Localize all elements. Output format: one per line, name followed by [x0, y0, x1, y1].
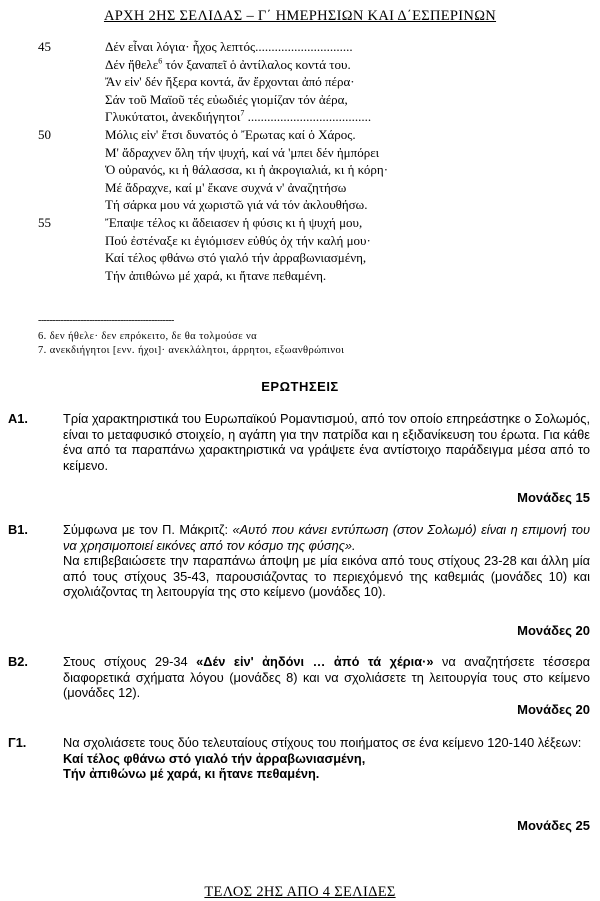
question-label: Γ1.: [8, 735, 27, 750]
line-text: [105, 196, 368, 214]
question-task: Να σχολιάσετε τους δύο τελευταίους στίχους του ποιήματος σε ένα κείμενο 120-140 λέξεων:: [63, 735, 582, 750]
line-text-part: Μ' ἄδραχνεν ὅλη τήν ψυχή, καί νά 'μπει δέν ἠμπόρει: [105, 144, 380, 160]
footnote-marker: 6: [158, 56, 163, 66]
line-text-part: Σάν τοῦ Μαϊοῦ τές εὐωδιές γιομίζαν τόν ἀέρα,: [105, 91, 348, 107]
poem-text: [38, 38, 578, 284]
question-pre: Στους στίχους 29-34: [63, 654, 197, 669]
marks-c1: Μονάδες 25: [517, 818, 590, 833]
poem-line: [38, 91, 578, 109]
poem-line: [38, 73, 578, 91]
line-text-part: Γλυκύτατοι, ἀνεκδιήγητοι: [105, 109, 241, 125]
question-post: να αναζητήσετε τέσσερα διαφορετικά σχήματα λόγου (μονάδες 8) και να σχολιάσετε τη λειτουργία τους στο κείμενο (μονάδες 12).: [63, 654, 590, 700]
marks-a1: Μονάδες 15: [517, 490, 590, 505]
line-text-part: Πού ἐστέναξε κι ἐγιόμισεν εὐθύς ὀχ τήν καλή μου·: [105, 232, 371, 248]
line-text-part: Μέ ἄδραχνε, καί μ' ἔκανε συχνά ν' ἀναζητήσω: [105, 179, 347, 195]
line-text: [105, 179, 346, 197]
line-text: [105, 267, 326, 285]
footnote-marker: 7: [240, 109, 245, 119]
poem-line: [38, 126, 578, 144]
question-quote: «Αυτό που κάνει εντύπωση (στον Σολωμό) είναι η επιμονή του να χρησιμοποιεί εικόνες από τον κόσμο της φύσης».: [63, 522, 590, 553]
line-text-part: Δέν εἶναι λόγια· ἦχος λεπτός..............................: [105, 39, 353, 54]
question-text: [63, 522, 590, 600]
poem-line: [38, 232, 578, 250]
page-footer: ΤΕΛΟΣ 2ΗΣ ΑΠΟ 4 ΣΕΛΙΔΕΣ: [204, 884, 396, 900]
line-text: [105, 56, 351, 74]
question-text: [63, 735, 590, 782]
question-intro: Σύμφωνα με τον Π. Μάκριτζ:: [63, 522, 233, 537]
poem-line: [38, 161, 578, 179]
line-text-part: ......................................: [244, 109, 372, 125]
line-text: [105, 144, 379, 162]
questions-title: ΕΡΩΤΗΣΕΙΣ: [261, 379, 339, 394]
line-text-part: Τήν ἀπιθώνω μέ χαρά, κι ἤτανε πεθαμένη.: [105, 267, 327, 283]
line-text-part: Καί τέλος φθάνω στό γιαλό τήν ἀρραβωνιασμένη,: [105, 250, 367, 266]
poem-line: [38, 267, 578, 285]
poem-line: [38, 249, 578, 267]
line-text-part: Ὁ οὐρανός, κι ἡ θάλασσα, κι ἡ ἀκρογιαλιά, κι ἡ κόρη·: [105, 162, 389, 178]
line-text-part: Μόλις εἰν' ἔτσι δυνατός ὁ Ἔρωτας καί ὁ Χάρος.: [105, 126, 356, 142]
line-text: [105, 232, 371, 250]
line-text: [105, 108, 371, 126]
poem-line: [38, 144, 578, 162]
line-number: 50: [38, 126, 51, 142]
footnote-6: 6. δεν ήθελε· δεν επρόκειτο, δε θα τολμούσε να: [38, 331, 258, 342]
marks-b2: Μονάδες 20: [517, 702, 590, 717]
line-text: [105, 73, 355, 91]
poem-line: [38, 56, 578, 74]
poem-line: [38, 38, 578, 56]
line-number: 45: [38, 39, 51, 54]
question-text: Τρία χαρακτηριστικά του Ευρωπαϊκού Ρομαντισμού, από τον οποίο επηρεάστηκε ο Σολωμός, είναι το μεταφυσικό στοιχείο, η αγάπη για την πατρίδα και η εξιδανίκευση του έρωτα. Για κάθε ένα από τα παραπάνω χαρακτηριστικά να γράψετε ένα αντίστοιχο παράδειγμα μέσα από το κείμενο.: [63, 411, 590, 473]
question-label: Β1.: [8, 522, 28, 537]
question-label: Β2.: [8, 654, 28, 669]
line-number: 55: [38, 214, 51, 230]
line-text-part: Τή σάρκα μου νά χωριστῶ γιά νά τόν ἀκλουθήσω.: [105, 197, 368, 213]
line-text-part: Δέν ἤθελε: [105, 56, 159, 72]
poem-line: [38, 214, 578, 232]
line-text: [105, 91, 348, 109]
line-text-part: Ἄν εἰν' δέν ἤξερα κοντά, ἄν ἔρχονται ἀπό πέρα·: [105, 74, 355, 90]
footnote-rule: ------------------------------------------------: [38, 315, 174, 326]
question-task: Να επιβεβαιώσετε την παραπάνω άποψη με μία εικόνα από τους στίχους 23-28 και άλλη μία από τους στίχους 35-43, παρουσιάζοντας το περιεχόμενό της καθεμιάς (μονάδες 10) και σχολιάζοντας τη λειτουργία της στο κείμενο (μονάδες 10).: [63, 553, 590, 599]
line-text: [105, 214, 362, 232]
line-text: [105, 38, 353, 56]
question-label: Α1.: [8, 411, 28, 426]
line-text-part: τόν ξαναπεῖ ὁ ἀντίλαλος κοντά του.: [162, 56, 351, 72]
quoted-verse-2: Τήν ἀπιθώνω μέ χαρά, κι ἤτανε πεθαμένη.: [63, 766, 320, 781]
marks-b1: Μονάδες 20: [517, 623, 590, 638]
question-quote: «Δέν εἰν' ἀηδόνι … ἀπό τά χέρια·»: [196, 654, 434, 669]
line-text: [105, 126, 356, 144]
line-text: [105, 249, 366, 267]
poem-line: [38, 196, 578, 214]
question-text: [63, 654, 590, 701]
poem-line: [38, 108, 578, 126]
line-text-part: Ἔπαψε τέλος κι ἄδειασεν ἡ φύσις κι ἡ ψυχή μου,: [105, 214, 363, 230]
line-text: [105, 161, 388, 179]
poem-line: [38, 179, 578, 197]
quoted-verse-1: Καί τέλος φθάνω στό γιαλό τήν ἀρραβωνιασμένη,: [63, 750, 366, 766]
footnote-7: 7. ανεκδιήγητοι [ενν. ήχοι]· ανεκλάλητοι, άρρητοι, εξωανθρώπινοι: [38, 345, 345, 356]
page-header: ΑΡΧΗ 2ΗΣ ΣΕΛΙΔΑΣ – Γ΄ ΗΜΕΡΗΣΙΩΝ ΚΑΙ Δ΄ΕΣΠΕΡΙΝΩΝ: [103, 8, 497, 24]
